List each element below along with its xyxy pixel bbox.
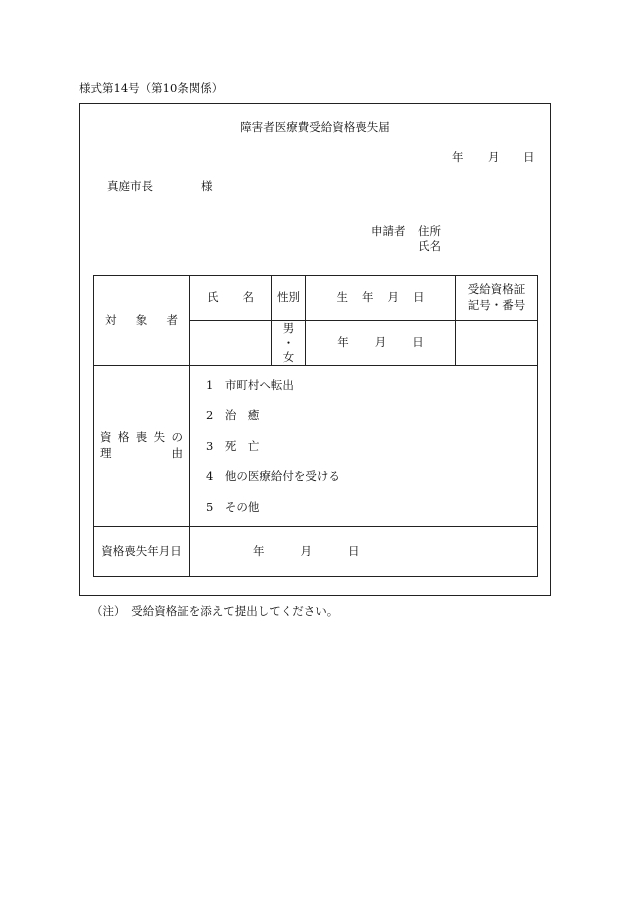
name-header: 氏 名: [190, 276, 272, 321]
birth-header: 生 年 月 日: [306, 276, 456, 321]
reason-item[interactable]: 1 市町村へ転出: [206, 377, 294, 392]
reason-item[interactable]: 2 治 癒: [206, 408, 260, 423]
addressee-name: 真庭市長: [107, 179, 153, 193]
reason-list: [190, 366, 538, 527]
reason-item[interactable]: 5 その他: [206, 499, 260, 514]
reason-item[interactable]: 3 死 亡: [206, 438, 260, 453]
birth-cell[interactable]: 年 月 日: [306, 321, 456, 366]
form-table: [93, 275, 538, 577]
loss-date-row: [94, 527, 538, 577]
cert-header: 受給資格証 記号・番号: [456, 276, 538, 321]
gender-cell[interactable]: 男 ・ 女: [272, 321, 306, 366]
date-year: 年: [452, 150, 464, 164]
form-title: 障害者医療費受給資格喪失届: [240, 120, 390, 134]
gender-header: 性別: [272, 276, 306, 321]
loss-date-value[interactable]: 年 月 日: [190, 527, 538, 577]
date-day: 日: [523, 150, 535, 164]
name-cell[interactable]: [190, 321, 272, 366]
reason-row: [94, 366, 538, 527]
reason-header: 資 格 喪 失 の 理 由: [94, 366, 190, 527]
cert-cell[interactable]: [456, 321, 538, 366]
applicant-label: 申請者: [371, 224, 406, 238]
reason-item[interactable]: 4 他の医療給付を受ける: [206, 469, 340, 484]
addressee-honorific: 様: [201, 179, 213, 193]
form-number: 様式第14号（第10条関係）: [79, 81, 224, 95]
applicant-address-label: 住所: [418, 224, 441, 238]
note: （注） 受給資格証を添えて提出してください。: [91, 604, 339, 618]
subject-header: 対 象 者: [94, 276, 190, 366]
table-header-row: [94, 276, 538, 321]
date-month: 月: [488, 150, 500, 164]
applicant-name-label: 氏名: [418, 239, 441, 253]
loss-date-label: 資格喪失年月日: [94, 527, 190, 577]
